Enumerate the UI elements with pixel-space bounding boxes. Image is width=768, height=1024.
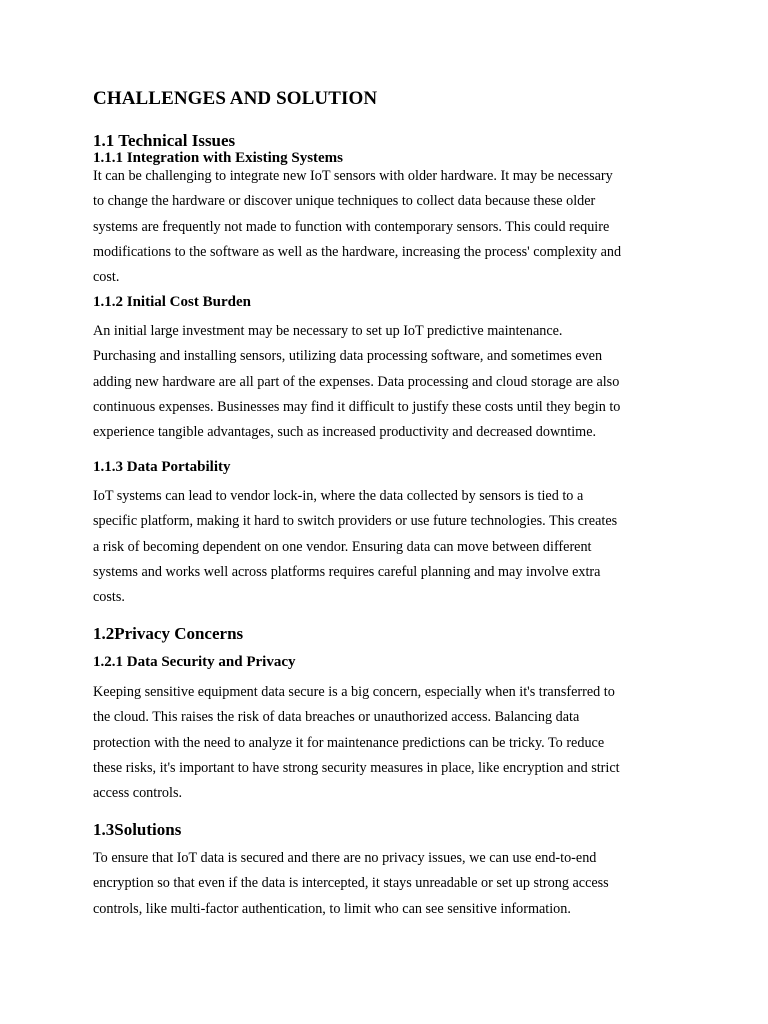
paragraph-line: these risks, it's important to have strong security measures in place, like encryption and strict [93, 759, 620, 776]
subsection-heading-integration: 1.1.1 Integration with Existing Systems [93, 150, 344, 166]
paragraph-line: a risk of becoming dependent on one vendor. Ensuring data can move between different [93, 538, 592, 555]
paragraph-initial-cost [93, 319, 673, 445]
paragraph-line: It can be challenging to integrate new IoT sensors with older hardware. It may be necessary [93, 168, 613, 184]
paragraph-line: systems and works well across platforms requires careful planning and may involve extra [93, 563, 601, 580]
paragraph-line: To ensure that IoT data is secured and there are no privacy issues, we can use end-to-end [93, 850, 597, 866]
paragraph-line: to change the hardware or discover unique techniques to collect data because these older [93, 193, 596, 210]
paragraph-line: modifications to the software as well as the hardware, increasing the process' complexity and [93, 243, 622, 260]
paragraph-line: encryption so that even if the data is intercepted, it stays unreadable or set up strong access [93, 875, 609, 892]
paragraph-solutions [93, 846, 673, 922]
paragraph-line: controls, like multi-factor authentication, to limit who can see sensitive information. [93, 900, 571, 917]
paragraph-integration [93, 164, 673, 290]
document-title: CHALLENGES AND SOLUTION [93, 88, 378, 109]
paragraph-line: experience tangible advantages, such as increased productivity and decreased downtime. [93, 424, 597, 441]
paragraph-line: protection with the need to analyze it for maintenance predictions can be tricky. To reduce [93, 734, 605, 751]
section-heading-solutions: 1.3Solutions [93, 820, 182, 839]
paragraph-line: IoT systems can lead to vendor lock-in, where the data collected by sensors is tied to a [93, 488, 584, 504]
paragraph-line: systems are frequently not made to function with contemporary sensors. This could require [93, 218, 610, 235]
subsection-heading-data-portability: 1.1.3 Data Portability [93, 459, 231, 475]
paragraph-line: Purchasing and installing sensors, utilizing data processing software, and sometimes even [93, 348, 603, 365]
section-heading-privacy-concerns: 1.2Privacy Concerns [93, 624, 244, 643]
paragraph-data-security [93, 680, 673, 806]
paragraph-line: adding new hardware are all part of the expenses. Data processing and cloud storage are also [93, 373, 620, 390]
paragraph-line: specific platform, making it hard to switch providers or use future technologies. This creates [93, 513, 618, 530]
paragraph-line: cost. [93, 269, 120, 286]
paragraph-line: access controls. [93, 785, 183, 802]
subsection-heading-initial-cost: 1.1.2 Initial Cost Burden [93, 294, 251, 310]
subsection-heading-data-security: 1.2.1 Data Security and Privacy [93, 654, 296, 670]
paragraph-line: continuous expenses. Businesses may find it difficult to justify these costs until they begin to [93, 398, 621, 415]
paragraph-line: Keeping sensitive equipment data secure is a big concern, especially when it's transferred to [93, 684, 615, 700]
paragraph-line: An initial large investment may be necessary to set up IoT predictive maintenance. [93, 323, 563, 339]
section-heading-technical-issues: 1.1 Technical Issues [93, 131, 236, 150]
paragraph-data-portability [93, 484, 673, 610]
paragraph-line: costs. [93, 589, 125, 606]
paragraph-line: the cloud. This raises the risk of data breaches or unauthorized access. Balancing data [93, 709, 580, 726]
